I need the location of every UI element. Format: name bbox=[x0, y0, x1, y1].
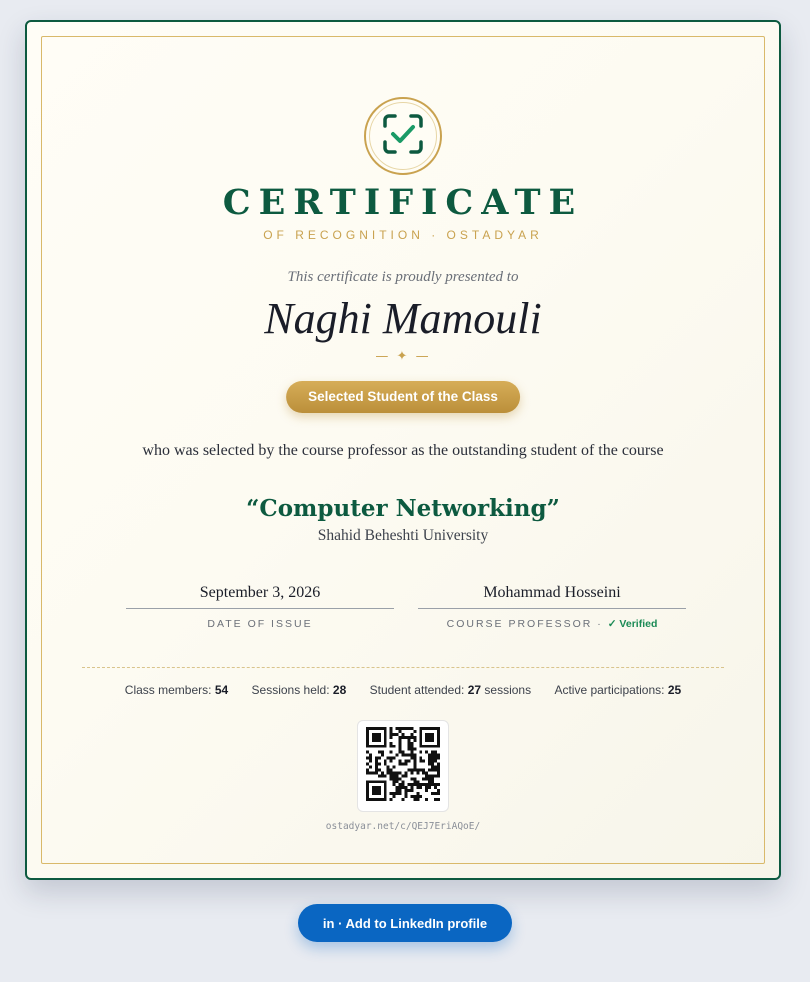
award-badge: Selected Student of the Class bbox=[286, 381, 520, 413]
qr-code[interactable] bbox=[357, 720, 449, 812]
professor-block bbox=[418, 584, 686, 630]
stat-sessions-held: Sessions held: 28 bbox=[251, 683, 347, 697]
verified-badge: ✓ Verified bbox=[607, 618, 658, 630]
ornament-divider: — ✦ — bbox=[375, 349, 431, 364]
dashed-divider bbox=[82, 667, 724, 668]
issue-date: September 3, 2026 bbox=[126, 584, 394, 609]
verify-url[interactable]: ostadyar.net/c/QEJ7EriAQoE/ bbox=[325, 821, 481, 832]
university-name: Shahid Beheshti University bbox=[317, 527, 489, 544]
recipient-name: Naghi Mamouli bbox=[264, 294, 542, 343]
certificate-subtitle: OF RECOGNITION · OSTADYAR bbox=[263, 228, 543, 242]
check-scan-icon bbox=[381, 112, 425, 160]
certificate-card bbox=[25, 20, 781, 880]
certificate-inner-border bbox=[41, 36, 765, 864]
professor-label-row bbox=[418, 618, 686, 630]
course-name: “Computer Networking” bbox=[246, 495, 560, 522]
professor-name: Mohammad Hosseini bbox=[418, 584, 686, 609]
award-description: who was selected by the course professor as the outstanding student of the course bbox=[142, 442, 664, 459]
certificate-title: CERTIFICATE bbox=[222, 182, 584, 223]
professor-label: COURSE PROFESSOR · bbox=[446, 618, 603, 630]
presented-to-text: This certificate is proudly presented to bbox=[287, 269, 519, 285]
issue-date-label: DATE OF ISSUE bbox=[207, 618, 313, 630]
qr-code-icon bbox=[366, 727, 440, 805]
certificate-seal bbox=[364, 97, 442, 175]
add-to-linkedin-button[interactable]: in · Add to LinkedIn profile bbox=[298, 904, 512, 942]
stat-student-attended: Student attended: 27 sessions bbox=[369, 683, 532, 697]
stat-active-participations: Active participations: 25 bbox=[554, 683, 682, 697]
stat-class-members: Class members: 54 bbox=[124, 683, 229, 697]
class-stats bbox=[42, 683, 764, 697]
date-of-issue-block bbox=[126, 584, 394, 630]
